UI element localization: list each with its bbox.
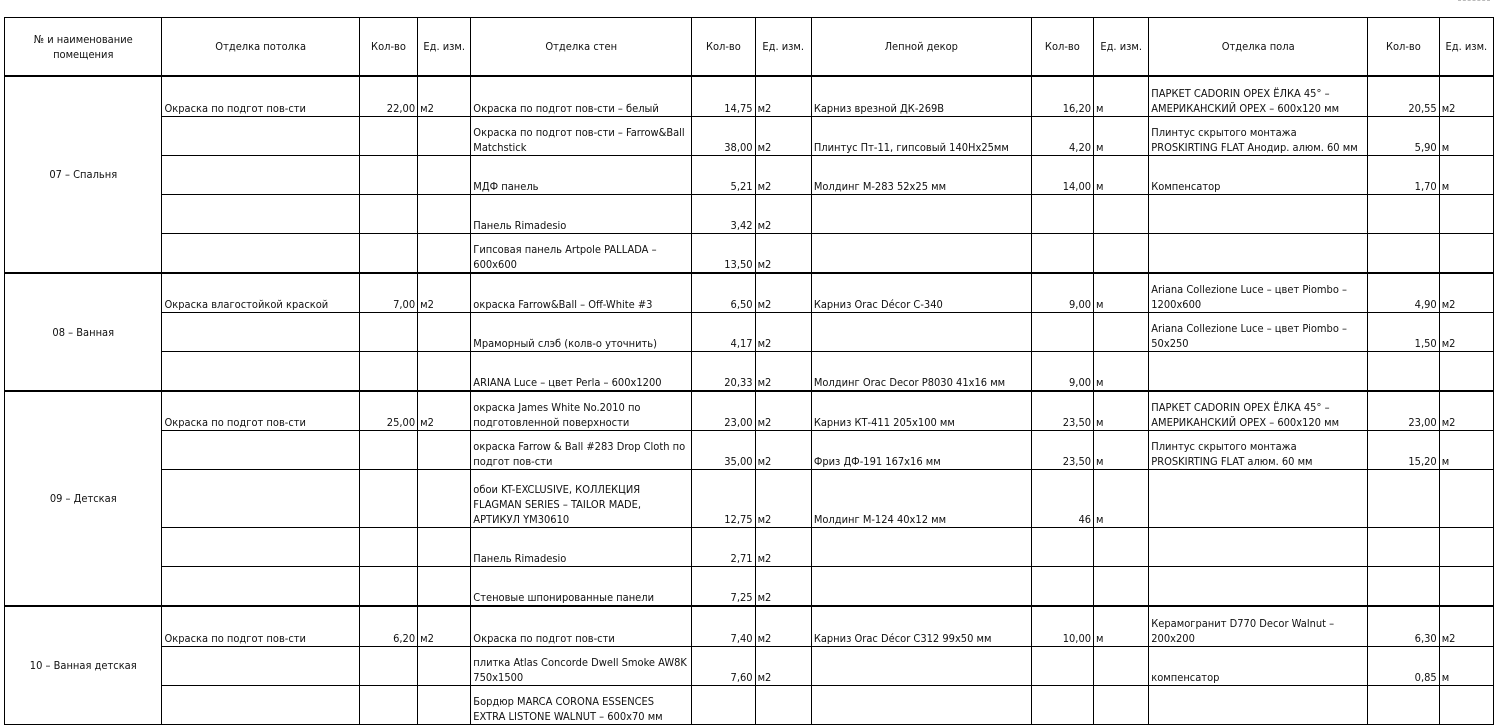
molding-qty-cell: 16,20 <box>1031 76 1093 117</box>
table-row <box>5 117 1494 156</box>
ceiling-unit-cell <box>418 234 471 274</box>
ceiling-finish-cell <box>162 117 359 156</box>
molding-unit-cell <box>1094 647 1149 686</box>
floor-finish-cell: компенсатор <box>1149 647 1368 686</box>
floor-unit-cell <box>1439 528 1493 567</box>
wall-unit-cell: м2 <box>755 117 811 156</box>
floor-unit-cell: м2 <box>1439 76 1493 117</box>
ceiling-finish-cell: Окраска по подгот пов-сти <box>162 391 359 431</box>
header-row <box>5 18 1494 77</box>
header-floor: Отделка пола <box>1149 18 1368 77</box>
table-row <box>5 352 1494 392</box>
floor-unit-cell <box>1439 234 1493 274</box>
header-molding: Лепной декор <box>811 18 1031 77</box>
molding-item-cell <box>811 195 1031 234</box>
molding-item-cell: Плинтус Пт-11, гипсовый 140Нх25мм <box>811 117 1031 156</box>
floor-unit-cell: м <box>1439 117 1493 156</box>
room-name-cell: 09 – Детская <box>5 391 162 606</box>
header-floor-qty: Кол-во <box>1368 18 1440 77</box>
floor-qty-cell <box>1368 567 1440 607</box>
wall-qty-cell <box>692 686 755 725</box>
floor-finish-cell: ПАРКЕТ CADORIN ОРЕХ ЁЛКА 45° – АМЕРИКАНСКИЙ ОРЕХ – 600х120 мм <box>1149 76 1368 117</box>
header-floor-unit: Ед. изм. <box>1439 18 1493 77</box>
floor-qty-cell: 23,00 <box>1368 391 1440 431</box>
floor-unit-cell <box>1439 686 1493 725</box>
molding-item-cell: Карниз КТ-411 205х100 мм <box>811 391 1031 431</box>
ceiling-unit-cell <box>418 431 471 470</box>
molding-item-cell: Молдинг М-124 40х12 мм <box>811 470 1031 528</box>
floor-finish-cell: Ariana Collezione Luce – цвет Piombo – 50х250 <box>1149 313 1368 352</box>
table-row <box>5 606 1494 647</box>
floor-unit-cell <box>1439 352 1493 392</box>
wall-finish-cell: ARIANA Luce – цвет Perla – 600х1200 <box>471 352 692 392</box>
table-row <box>5 234 1494 274</box>
wall-unit-cell: м2 <box>755 567 811 607</box>
wall-unit-cell: м2 <box>755 431 811 470</box>
ceiling-finish-cell <box>162 470 359 528</box>
table-row <box>5 686 1494 725</box>
floor-finish-cell <box>1149 567 1368 607</box>
wall-unit-cell: м2 <box>755 391 811 431</box>
molding-qty-cell: 14,00 <box>1031 156 1093 195</box>
ceiling-finish-cell <box>162 567 359 607</box>
wall-finish-cell: Окраска по подгот пов-сти – Farrow&Ball Matchstick <box>471 117 692 156</box>
header-walls-qty: Кол-во <box>692 18 755 77</box>
floor-qty-cell <box>1368 528 1440 567</box>
wall-qty-cell: 6,50 <box>692 273 755 313</box>
floor-unit-cell: м <box>1439 431 1493 470</box>
floor-finish-cell <box>1149 686 1368 725</box>
wall-qty-cell: 13,50 <box>692 234 755 274</box>
wall-finish-cell: Панель Rimadesio <box>471 195 692 234</box>
wall-unit-cell <box>755 686 811 725</box>
ceiling-qty-cell <box>359 117 417 156</box>
ceiling-qty-cell <box>359 234 417 274</box>
wall-finish-cell: Мраморный слэб (колв-о уточнить) <box>471 313 692 352</box>
molding-unit-cell <box>1094 195 1149 234</box>
wall-unit-cell: м2 <box>755 647 811 686</box>
ceiling-unit-cell <box>418 686 471 725</box>
wall-finish-cell: обои KT-EXCLUSIVE, КОЛЛЕКЦИЯ FLAGMAN SERIES – TAILOR MADE, АРТИКУЛ YM30610 <box>471 470 692 528</box>
ceiling-unit-cell <box>418 528 471 567</box>
floor-qty-cell: 0,85 <box>1368 647 1440 686</box>
ceiling-unit-cell: м2 <box>418 391 471 431</box>
ceiling-finish-cell: Окраска по подгот пов-сти <box>162 606 359 647</box>
schedule-body <box>5 76 1494 725</box>
header-ceiling-unit: Ед. изм. <box>418 18 471 77</box>
floor-finish-cell: Ariana Collezione Luce – цвет Piombo – 1200х600 <box>1149 273 1368 313</box>
room-name-cell: 10 – Ванная детская <box>5 606 162 725</box>
wall-qty-cell: 4,17 <box>692 313 755 352</box>
table-row <box>5 195 1494 234</box>
wall-finish-cell: МДФ панель <box>471 156 692 195</box>
ceiling-qty-cell <box>359 567 417 607</box>
floor-finish-cell <box>1149 470 1368 528</box>
wall-qty-cell: 23,00 <box>692 391 755 431</box>
ceiling-unit-cell <box>418 647 471 686</box>
header-ceiling: Отделка потолка <box>162 18 359 77</box>
wall-qty-cell: 14,75 <box>692 76 755 117</box>
header-room: № и наименование помещения <box>5 18 162 77</box>
table-row <box>5 528 1494 567</box>
ceiling-finish-cell: Окраска влагостойкой краской <box>162 273 359 313</box>
ceiling-qty-cell <box>359 470 417 528</box>
floor-unit-cell: м2 <box>1439 606 1493 647</box>
floor-qty-cell: 6,30 <box>1368 606 1440 647</box>
table-row <box>5 567 1494 607</box>
floor-unit-cell: м2 <box>1439 313 1493 352</box>
table-row <box>5 273 1494 313</box>
molding-qty-cell: 46 <box>1031 470 1093 528</box>
molding-qty-cell <box>1031 313 1093 352</box>
table-row <box>5 431 1494 470</box>
wall-qty-cell: 7,60 <box>692 647 755 686</box>
wall-unit-cell: м2 <box>755 470 811 528</box>
molding-qty-cell <box>1031 567 1093 607</box>
floor-unit-cell: м <box>1439 647 1493 686</box>
header-ceiling-qty: Кол-во <box>359 18 417 77</box>
ceiling-qty-cell <box>359 686 417 725</box>
wall-unit-cell: м2 <box>755 528 811 567</box>
floor-unit-cell <box>1439 567 1493 607</box>
header-walls: Отделка стен <box>471 18 692 77</box>
ceiling-finish-cell <box>162 156 359 195</box>
ceiling-finish-cell <box>162 431 359 470</box>
ceiling-finish-cell <box>162 195 359 234</box>
table-row <box>5 470 1494 528</box>
molding-item-cell: Фриз ДФ-191 167х16 мм <box>811 431 1031 470</box>
wall-unit-cell: м2 <box>755 273 811 313</box>
ceiling-unit-cell <box>418 567 471 607</box>
page-edge-mark <box>1458 0 1490 2</box>
ceiling-qty-cell <box>359 431 417 470</box>
floor-unit-cell: м <box>1439 156 1493 195</box>
floor-qty-cell <box>1368 470 1440 528</box>
molding-unit-cell: м <box>1094 76 1149 117</box>
table-row <box>5 647 1494 686</box>
floor-qty-cell: 1,50 <box>1368 313 1440 352</box>
ceiling-unit-cell <box>418 195 471 234</box>
molding-unit-cell: м <box>1094 273 1149 313</box>
ceiling-finish-cell <box>162 647 359 686</box>
room-name-cell: 08 – Ванная <box>5 273 162 391</box>
molding-qty-cell: 9,00 <box>1031 352 1093 392</box>
wall-finish-cell: Панель Rimadesio <box>471 528 692 567</box>
ceiling-qty-cell: 22,00 <box>359 76 417 117</box>
wall-finish-cell: окраска Farrow & Ball #283 Drop Cloth по подгот пов-сти <box>471 431 692 470</box>
ceiling-qty-cell: 7,00 <box>359 273 417 313</box>
molding-item-cell <box>811 313 1031 352</box>
header-molding-unit: Ед. изм. <box>1094 18 1149 77</box>
molding-unit-cell <box>1094 567 1149 607</box>
table-row <box>5 391 1494 431</box>
ceiling-unit-cell <box>418 156 471 195</box>
molding-qty-cell: 23,50 <box>1031 391 1093 431</box>
floor-finish-cell: Плинтус скрытого монтажа PROSKIRTING FLAT алюм. 60 мм <box>1149 431 1368 470</box>
ceiling-finish-cell <box>162 313 359 352</box>
wall-qty-cell: 2,71 <box>692 528 755 567</box>
ceiling-qty-cell <box>359 313 417 352</box>
floor-finish-cell <box>1149 234 1368 274</box>
molding-unit-cell: м <box>1094 431 1149 470</box>
wall-unit-cell: м2 <box>755 234 811 274</box>
molding-qty-cell <box>1031 647 1093 686</box>
ceiling-qty-cell <box>359 647 417 686</box>
table-row <box>5 76 1494 117</box>
molding-qty-cell: 9,00 <box>1031 273 1093 313</box>
wall-unit-cell: м2 <box>755 313 811 352</box>
molding-unit-cell <box>1094 313 1149 352</box>
ceiling-finish-cell <box>162 352 359 392</box>
ceiling-qty-cell: 6,20 <box>359 606 417 647</box>
ceiling-unit-cell: м2 <box>418 273 471 313</box>
ceiling-unit-cell: м2 <box>418 606 471 647</box>
ceiling-unit-cell: м2 <box>418 76 471 117</box>
molding-qty-cell <box>1031 528 1093 567</box>
wall-qty-cell: 38,00 <box>692 117 755 156</box>
ceiling-unit-cell <box>418 313 471 352</box>
wall-qty-cell: 12,75 <box>692 470 755 528</box>
molding-qty-cell: 4,20 <box>1031 117 1093 156</box>
molding-item-cell: Карниз Orac Décor C-340 <box>811 273 1031 313</box>
molding-unit-cell <box>1094 686 1149 725</box>
wall-unit-cell: м2 <box>755 606 811 647</box>
molding-item-cell: Карниз Orac Décor C312 99х50 мм <box>811 606 1031 647</box>
wall-finish-cell: окраска James White No.2010 по подготовленной поверхности <box>471 391 692 431</box>
molding-qty-cell <box>1031 195 1093 234</box>
molding-item-cell <box>811 647 1031 686</box>
floor-qty-cell <box>1368 195 1440 234</box>
wall-qty-cell: 7,40 <box>692 606 755 647</box>
molding-unit-cell: м <box>1094 391 1149 431</box>
wall-unit-cell: м2 <box>755 195 811 234</box>
wall-finish-cell: Окраска по подгот пов-сти – белый <box>471 76 692 117</box>
floor-unit-cell <box>1439 195 1493 234</box>
table-row <box>5 313 1494 352</box>
wall-qty-cell: 3,42 <box>692 195 755 234</box>
wall-unit-cell: м2 <box>755 156 811 195</box>
wall-unit-cell: м2 <box>755 352 811 392</box>
molding-unit-cell: м <box>1094 606 1149 647</box>
ceiling-qty-cell: 25,00 <box>359 391 417 431</box>
floor-finish-cell: Керамогранит D770 Decor Walnut – 200х200 <box>1149 606 1368 647</box>
ceiling-unit-cell <box>418 117 471 156</box>
wall-qty-cell: 5,21 <box>692 156 755 195</box>
molding-item-cell <box>811 234 1031 274</box>
molding-item-cell <box>811 567 1031 607</box>
ceiling-qty-cell <box>359 528 417 567</box>
floor-qty-cell: 5,90 <box>1368 117 1440 156</box>
floor-qty-cell <box>1368 686 1440 725</box>
wall-qty-cell: 7,25 <box>692 567 755 607</box>
floor-qty-cell: 15,20 <box>1368 431 1440 470</box>
ceiling-qty-cell <box>359 352 417 392</box>
wall-finish-cell: плитка Atlas Concorde Dwell Smoke AW8K 750х1500 <box>471 647 692 686</box>
room-name-cell: 07 – Спальня <box>5 76 162 273</box>
floor-qty-cell <box>1368 352 1440 392</box>
wall-finish-cell: Бордюр MARCA CORONA ESSENCES EXTRA LISTONE WALNUT – 600х70 мм <box>471 686 692 725</box>
floor-qty-cell: 1,70 <box>1368 156 1440 195</box>
floor-unit-cell <box>1439 470 1493 528</box>
floor-finish-cell: ПАРКЕТ CADORIN ОРЕХ ЁЛКА 45° – АМЕРИКАНСКИЙ ОРЕХ – 600х120 мм <box>1149 391 1368 431</box>
wall-finish-cell: окраска Farrow&Ball – Off-White #3 <box>471 273 692 313</box>
floor-unit-cell: м2 <box>1439 273 1493 313</box>
ceiling-unit-cell <box>418 352 471 392</box>
header-molding-qty: Кол-во <box>1031 18 1093 77</box>
molding-qty-cell: 23,50 <box>1031 431 1093 470</box>
ceiling-finish-cell <box>162 234 359 274</box>
wall-unit-cell: м2 <box>755 76 811 117</box>
molding-item-cell <box>811 686 1031 725</box>
molding-qty-cell: 10,00 <box>1031 606 1093 647</box>
molding-item-cell: Карниз врезной ДК-269В <box>811 76 1031 117</box>
molding-qty-cell <box>1031 686 1093 725</box>
ceiling-qty-cell <box>359 195 417 234</box>
molding-qty-cell <box>1031 234 1093 274</box>
molding-unit-cell: м <box>1094 156 1149 195</box>
molding-unit-cell: м <box>1094 470 1149 528</box>
floor-qty-cell: 20,55 <box>1368 76 1440 117</box>
molding-unit-cell: м <box>1094 352 1149 392</box>
header-walls-unit: Ед. изм. <box>755 18 811 77</box>
finishing-schedule-table <box>4 17 1494 725</box>
ceiling-qty-cell <box>359 156 417 195</box>
wall-finish-cell: Стеновые шпонированные панели <box>471 567 692 607</box>
molding-item-cell <box>811 528 1031 567</box>
floor-finish-cell: Плинтус скрытого монтажа PROSKIRTING FLAT Анодир. алюм. 60 мм <box>1149 117 1368 156</box>
molding-item-cell: Молдинг Orac Decor P8030 41х16 мм <box>811 352 1031 392</box>
wall-qty-cell: 20,33 <box>692 352 755 392</box>
floor-finish-cell <box>1149 352 1368 392</box>
floor-qty-cell: 4,90 <box>1368 273 1440 313</box>
floor-finish-cell: Компенсатор <box>1149 156 1368 195</box>
molding-unit-cell <box>1094 528 1149 567</box>
ceiling-finish-cell <box>162 528 359 567</box>
molding-item-cell: Молдинг М-283 52х25 мм <box>811 156 1031 195</box>
molding-unit-cell <box>1094 234 1149 274</box>
floor-unit-cell: м2 <box>1439 391 1493 431</box>
wall-finish-cell: Гипсовая панель Artpole PALLADA – 600х600 <box>471 234 692 274</box>
ceiling-unit-cell <box>418 470 471 528</box>
table-row <box>5 156 1494 195</box>
floor-finish-cell <box>1149 195 1368 234</box>
ceiling-finish-cell: Окраска по подгот пов-сти <box>162 76 359 117</box>
wall-finish-cell: Окраска по подгот пов-сти <box>471 606 692 647</box>
floor-qty-cell <box>1368 234 1440 274</box>
ceiling-finish-cell <box>162 686 359 725</box>
wall-qty-cell: 35,00 <box>692 431 755 470</box>
floor-finish-cell <box>1149 528 1368 567</box>
molding-unit-cell: м <box>1094 117 1149 156</box>
